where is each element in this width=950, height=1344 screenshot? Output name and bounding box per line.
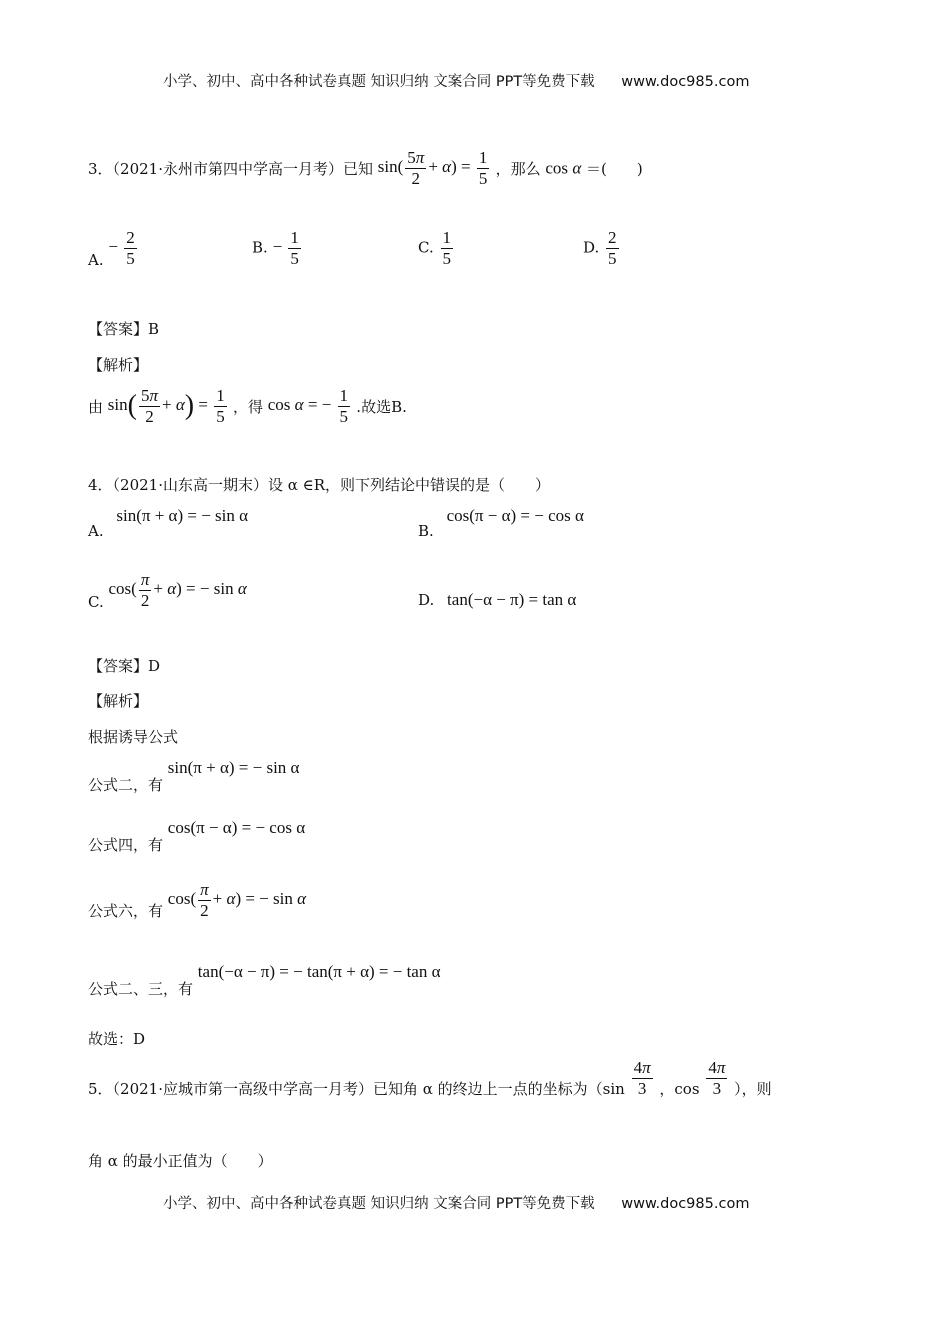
q4-conclusion: 故选：D bbox=[88, 1030, 146, 1048]
q4-option-c-formula: cos( $\frac{\pi}{2}$ + α) = − sin α bbox=[108, 570, 247, 610]
q3-option-a[interactable]: A. − $\frac{2}{5}$ bbox=[88, 228, 135, 269]
q3-stem-mid: ，那么 bbox=[495, 160, 541, 178]
q4-analysis-title: 【解析】 bbox=[88, 692, 149, 710]
page-footer bbox=[163, 1192, 749, 1213]
q3-stem-suffix: ＝( ) bbox=[586, 160, 643, 178]
q3-option-c[interactable]: C. $\frac{1}{5}$ bbox=[418, 228, 451, 268]
q3-analysis-formula: sin( $\frac{5\pi}{2}$ + α) = $\frac{1}{5}$ bbox=[107, 386, 225, 426]
q4-formula-23: 公式二、三，有 tan(−α − π) = − tan(π + α) = − tan α bbox=[88, 962, 441, 998]
header-url[interactable]: www.doc985.com bbox=[621, 74, 750, 90]
q4-formula-4: 公式四，有 cos(π − α) = − cos α bbox=[88, 818, 306, 854]
q5-stem: 5．（2021·应城市第一高级中学高一月考）已知角 α 的终边上一点的坐标为（sin $\frac{4\pi}{3}$ ，cos $\frac{4\pi}{3}$ ），则 bbox=[88, 1058, 772, 1098]
q4-option-d[interactable]: D. tan(−α − π) = tan α bbox=[418, 590, 577, 609]
q4-option-a[interactable]: A. sin(π + α) = − sin α bbox=[88, 506, 249, 540]
q4-answer: 【答案】D bbox=[88, 657, 161, 675]
q4-option-b[interactable]: B. cos(π − α) = − cos α bbox=[418, 506, 584, 540]
page-header bbox=[163, 70, 749, 91]
footer-url[interactable]: www.doc985.com bbox=[621, 1196, 750, 1212]
q3-stem-prefix: 3．（2021·永州市第四中学高一月考）已知 bbox=[88, 160, 373, 178]
q3-stem bbox=[88, 148, 643, 189]
q4-option-c[interactable]: C. cos( $\frac{\pi}{2}$ + α) = − sin α bbox=[88, 570, 247, 611]
header-text: 小学、初中、高中各种试卷真题 知识归纳 文案合同 PPT等免费下载 bbox=[163, 74, 595, 90]
q3-target: cos α bbox=[545, 158, 582, 178]
q3-analysis-title: 【解析】 bbox=[88, 356, 149, 374]
q3-given-formula: sin( $\frac{5\pi}{2}$ + α) = $\frac{1}{5}$ bbox=[377, 148, 488, 188]
q4-analysis-intro: 根据诱导公式 bbox=[88, 728, 179, 746]
q3-option-d[interactable]: D. $\frac{2}{5}$ bbox=[583, 228, 617, 268]
q3-option-b[interactable]: B. − $\frac{1}{5}$ bbox=[252, 228, 299, 268]
q4-stem: 4．（2021·山东高一期末）设 α ∈R，则下列结论中错误的是（ ） bbox=[88, 476, 551, 494]
q3-analysis: 由 sin( $\frac{5\pi}{2}$ + α) = $\frac{1}{5}$ ，得 cos α = − $\frac{1}{5}$ .故选B. bbox=[88, 386, 407, 426]
footer-text: 小学、初中、高中各种试卷真题 知识归纳 文案合同 PPT等免费下载 bbox=[163, 1196, 595, 1212]
q4-formula-2: 公式二，有 sin(π + α) = − sin α bbox=[88, 758, 300, 794]
q4-formula-6-math: cos( $\frac{\pi}{2}$ + α) = − sin α bbox=[167, 880, 307, 920]
q3-analysis-result: cos α = − $\frac{1}{5}$ bbox=[267, 386, 349, 426]
q4-formula-6: 公式六，有 cos( $\frac{\pi}{2}$ + α) = − sin α bbox=[88, 880, 307, 920]
q3-answer: 【答案】B bbox=[88, 320, 160, 338]
q5-stem-line2: 角 α 的最小正值为（ ） bbox=[88, 1152, 273, 1170]
